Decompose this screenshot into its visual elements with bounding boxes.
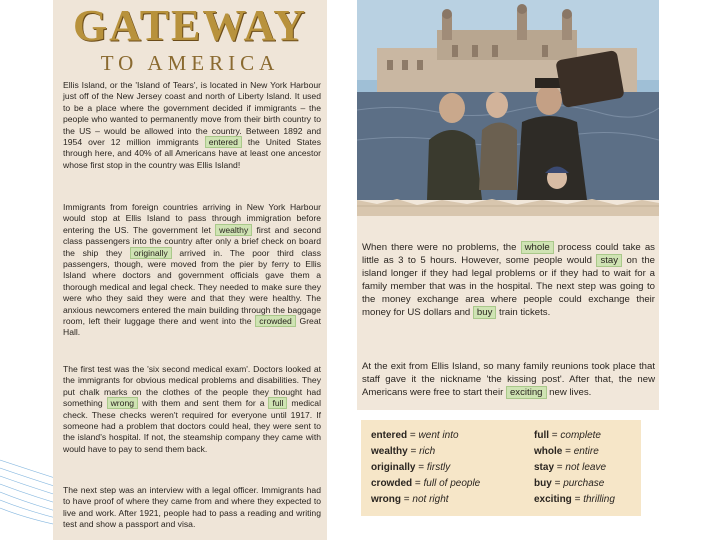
highlight-wealthy: wealthy [215, 224, 252, 236]
left-page [53, 0, 327, 540]
vocab-item: whole = entire [534, 446, 599, 457]
vocab-item: stay = not leave [534, 462, 607, 473]
highlight-exciting: exciting [506, 386, 547, 399]
vocab-item: wrong = not right [371, 494, 449, 505]
highlight-entered: entered [205, 136, 242, 148]
highlight-stay: stay [596, 254, 622, 267]
article-subtitle: TO AMERICA [100, 51, 280, 75]
vocab-item: buy = purchase [534, 478, 605, 489]
torn-paper-edge [357, 196, 659, 216]
ellis-island-photo [357, 0, 659, 200]
paragraph-3: The first test was the 'six second medical exam'. Doctors looked at the immigrants for obvious medical problems and disabilities. They put chalk marks on the clothes of the people they thought had something wrong with them and sent them for a full medical check. These checks weren't required for everyone until 1917. If someone had a problem that doctors could heal, they were sent to the island's hospital. If not, the steamship company they came with would have to pay to send them back. [63, 364, 321, 454]
highlight-originally: originally [130, 247, 172, 259]
vocab-item: full = complete [534, 430, 601, 441]
vocabulary-box [361, 420, 641, 516]
vocab-item: originally = firstly [371, 462, 451, 473]
right-paragraph-1: When there were no problems, the whole process could take as little as 3 to 5 hours. However, some people would stay on the island longer if they had legal problems or if they had to wait for a family member that was in the hospital. The next step was going to the money exchange area where people could exchange their money for US dollars and buy train tickets. [362, 242, 655, 318]
right-paragraph-2: At the exit from Ellis Island, so many family reunions took place that staff gave it the nickname 'the kissing post'. After that, the new Americans were free to start their exciting new lives. [362, 361, 655, 398]
highlight-whole: whole [521, 241, 554, 254]
paragraph-4: The next step was an interview with a legal officer. Immigrants had to have proof of where they came from and where they expected to live and work. After 1921, people had to pass a reading and writing test and show a passport and visa. [63, 485, 321, 530]
vocab-item: entered = went into [371, 430, 459, 441]
highlight-full: full [268, 397, 287, 409]
vocab-item: crowded = full of people [371, 478, 481, 489]
paragraph-1: Ellis Island, or the 'Island of Tears', is located in New York Harbour just off of the New Jersey coast and north of Liberty Island. It used to be a place where the government decided if immigrants – the people who wanted to permanently move from their birth country to the US – would be allowed into the country. Between 1892 and 1954 over 12 million immigrants entered the United States through here, and 40% of all Americans have at least one ancestor whose first stop in the country was Ellis Island! [63, 80, 321, 170]
highlight-crowded: crowded [255, 315, 295, 327]
vocab-item: wealthy = rich [371, 446, 436, 457]
vocab-item: exciting = thrilling [534, 494, 615, 505]
article-title: GATEWAY [72, 1, 308, 50]
highlight-buy: buy [473, 306, 496, 319]
highlight-wrong: wrong [107, 397, 138, 409]
paragraph-2: Immigrants from foreign countries arriving in New York Harbour would stop at Ellis Island to pass through immigration before entering the US. The government let wealthy first and second class passengers into the country after only a brief check on board the ship they originally arrived in. The poor third class passengers, though, were moved from the pier by ferry to Ellis Island where doctors and government officials gave them a thorough medical and legal check. They needed to make sure they were who they said they were and that they were healthy. The anxious newcomers entered the main building through the baggage room, left their luggage there and went into the crowded Great Hall. [63, 202, 321, 338]
